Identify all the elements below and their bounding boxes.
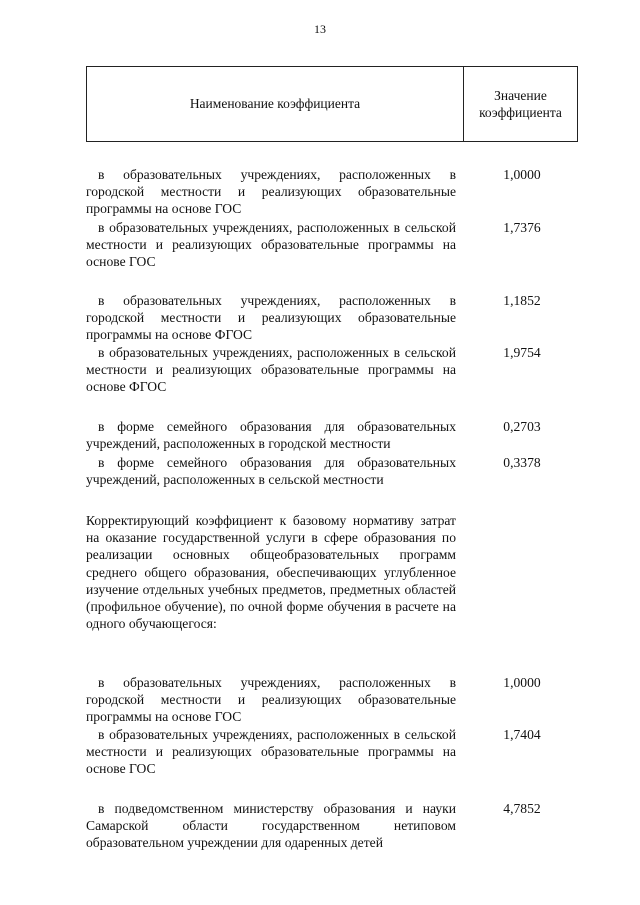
row-text: в форме семейного образования для образовательных учреждений, расположенных в сельской местности bbox=[86, 455, 456, 488]
column-header-name: Наименование коэффициента bbox=[87, 67, 464, 141]
column-header-value-line2: коэффициента bbox=[479, 105, 562, 120]
row-value: 1,7404 bbox=[503, 727, 541, 742]
row-value: 4,7852 bbox=[503, 801, 541, 816]
row-value: 1,9754 bbox=[503, 345, 541, 360]
row-value: 1,1852 bbox=[503, 293, 541, 308]
row-text: в образовательных учреждениях, расположенных в городской местности и реализующих образовательные программы на основе ФГОС bbox=[86, 293, 456, 343]
row-text: в образовательных учреждениях, расположенных в городской местности и реализующих образовательные программы на основе ГОС bbox=[86, 675, 456, 725]
table-header bbox=[86, 66, 578, 142]
column-header-value-line1: Значение bbox=[494, 88, 547, 103]
row-text: в образовательных учреждениях, расположенных в сельской местности и реализующих образовательные программы на основе ФГОС bbox=[86, 345, 456, 395]
row-text: в форме семейного образования для образовательных учреждений, расположенных в городской местности bbox=[86, 419, 456, 452]
row-text: в образовательных учреждениях, расположенных в городской местности и реализующих образовательные программы на основе ГОС bbox=[86, 167, 456, 217]
row-value: 0,3378 bbox=[503, 455, 541, 470]
column-header-value bbox=[464, 67, 577, 141]
row-value: 1,0000 bbox=[503, 167, 541, 182]
coefficient-paragraph: Корректирующий коэффициент к базовому нормативу затрат на оказание государственной услуги в сфере образования по реализации основных общеобразовательных программ среднего общего образования, обеспечивающих углубленное изучение отдельных учебных предметов, предметных областей (профильное обучение), по очной форме обучения в расчете на одного обучающегося: bbox=[86, 513, 456, 632]
row-text: в образовательных учреждениях, расположенных в сельской местности и реализующих образовательные программы на основе ГОС bbox=[86, 727, 456, 777]
row-text: в образовательных учреждениях, расположенных в сельской местности и реализующих образовательные программы на основе ГОС bbox=[86, 220, 456, 270]
row-value: 0,2703 bbox=[503, 419, 541, 434]
row-value: 1,0000 bbox=[503, 675, 541, 690]
page-number: 13 bbox=[314, 22, 326, 36]
row-text: в подведомственном министерству образования и науки Самарской области государственном нетиповом образовательном учреждении для одаренных детей bbox=[86, 801, 456, 851]
row-value: 1,7376 bbox=[503, 220, 541, 235]
